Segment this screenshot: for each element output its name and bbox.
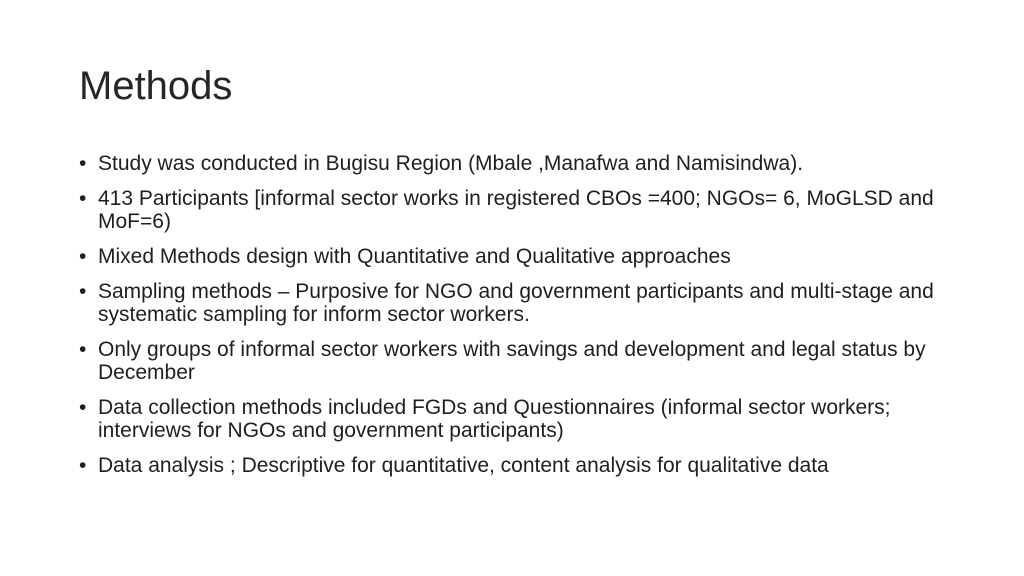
bullet-dot-icon: • xyxy=(79,396,87,419)
bullet-item xyxy=(79,280,959,326)
bullet-dot-icon: • xyxy=(79,152,87,175)
bullet-text: Mixed Methods design with Quantitative and Qualitative approaches xyxy=(98,245,731,268)
bullet-text: Sampling methods – Purposive for NGO and government participants and multi-stage and systematic sampling for inform sector workers. xyxy=(98,280,934,326)
bullet-text: Data analysis ; Descriptive for quantitative, content analysis for qualitative data xyxy=(98,454,829,477)
bullet-item xyxy=(79,152,959,175)
bullet-item xyxy=(79,396,959,442)
bullet-dot-icon: • xyxy=(79,338,87,361)
bullet-text: Study was conducted in Bugisu Region (Mbale ,Manafwa and Namisindwa). xyxy=(98,152,804,175)
bullet-dot-icon: • xyxy=(79,187,87,210)
bullet-dot-icon: • xyxy=(79,454,87,477)
slide-title: Methods xyxy=(79,64,233,108)
bullet-item xyxy=(79,338,959,384)
bullet-dot-icon: • xyxy=(79,280,87,303)
bullet-text: 413 Participants [informal sector works in registered CBOs =400; NGOs= 6, MoGLSD and MoF=6) xyxy=(98,187,934,233)
bullet-item xyxy=(79,454,959,477)
bullet-list xyxy=(79,152,959,489)
bullet-text: Data collection methods included FGDs and Questionnaires (informal sector workers; interviews for NGOs and government participants) xyxy=(98,396,891,442)
bullet-item xyxy=(79,245,959,268)
bullet-text: Only groups of informal sector workers with savings and development and legal status by December xyxy=(98,338,926,384)
bullet-dot-icon: • xyxy=(79,245,87,268)
bullet-item xyxy=(79,187,959,233)
